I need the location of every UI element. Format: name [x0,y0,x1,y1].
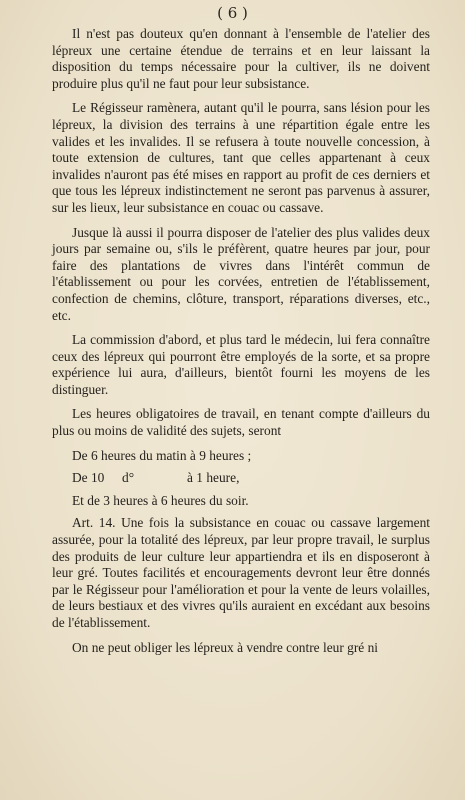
paragraph-5: Les heures obligatoires de travail, en tenant compte d'ailleurs du plus ou moins de validité des sujets, seront [52,406,430,439]
article-label: Art. 14. [72,515,116,531]
page-number: ( 6 ) [217,4,248,22]
article-text: Une fois la subsistance en couac ou cassave largement assurée, pour la totalité des lépreux, par leur propre travail, le surplus des produits de leur culture leur appartiendra et ils en disposeront à leur gré. Toutes facilités et encouragements devront leur être donnés par le Régisseur pour l'amélioration et pour la vente de leurs volailles, de leurs bestiaux et des vivres qu'ils auraient en excédant aux besoins de l'établissement. [52,515,430,630]
hours-row-1-rest: heures du matin à 9 heures ; [101,447,252,463]
last-line: On ne peut obliger les lépreux à vendre contre leur gré ni [72,639,379,655]
hours-row-3 [52,493,430,510]
article-14 [52,515,430,631]
hours-row-3-start: Et de 3 [72,492,110,508]
paragraph-3: Jusque là aussi il pourra disposer de l'atelier des plus valides deux jours par semaine ou, s'ils le préfèrent, quatre heures par jour, pour faire des plantations de vivres dans l'intérêt commun de l'établissement ou pour les corvées, entretien de l'établissement, confection de chemins, clôture, transport, réparations diverses, etc., etc. [52,224,430,323]
hours-row-2-end: à 1 heure, [187,470,240,486]
hours-row-2-ditto: d° [122,470,135,486]
paragraph-1: Il n'est pas douteux qu'en donnant à l'ensemble de l'atelier des lépreux une certaine étendue de terrains et en leur laissant la disposition du temps nécessaire pour la cultiver, ils ne doivent produire plus qu'il ne faut pour leur subsistance. [52,26,430,91]
paragraph-4: La commission d'abord, et plus tard le médecin, lui fera connaître ceux des lépreux qui pourront être employés de la sorte, et sa propre expérience lui aura, d'ailleurs, bientôt fourni les moyens de les distinguer. [52,332,430,397]
paragraph-2: Le Régisseur ramènera, autant qu'il le pourra, sans lésion pour les lépreux, la division des terrains à une répartition égale entre les valides et les invalides. Il se refusera à toute nouvelle concession, à toute extension de cultures, tant que celles appartenant à ceux invalides n'auront pas été mises en rapport au profit de ces derniers et que tous les lépreux indistinctement ne seront pas parvenus à assurer, sur les lieux, leur subsistance en couac ou cassave. [52,100,430,215]
hours-row-1 [52,448,430,465]
hours-row-2-start: De 10 [72,470,105,486]
body-text [52,26,430,664]
hours-row-2 [52,470,430,487]
hours-row-3-rest: heures à 6 heures du soir. [113,492,249,508]
hours-row-1-start: De 6 [72,447,98,463]
